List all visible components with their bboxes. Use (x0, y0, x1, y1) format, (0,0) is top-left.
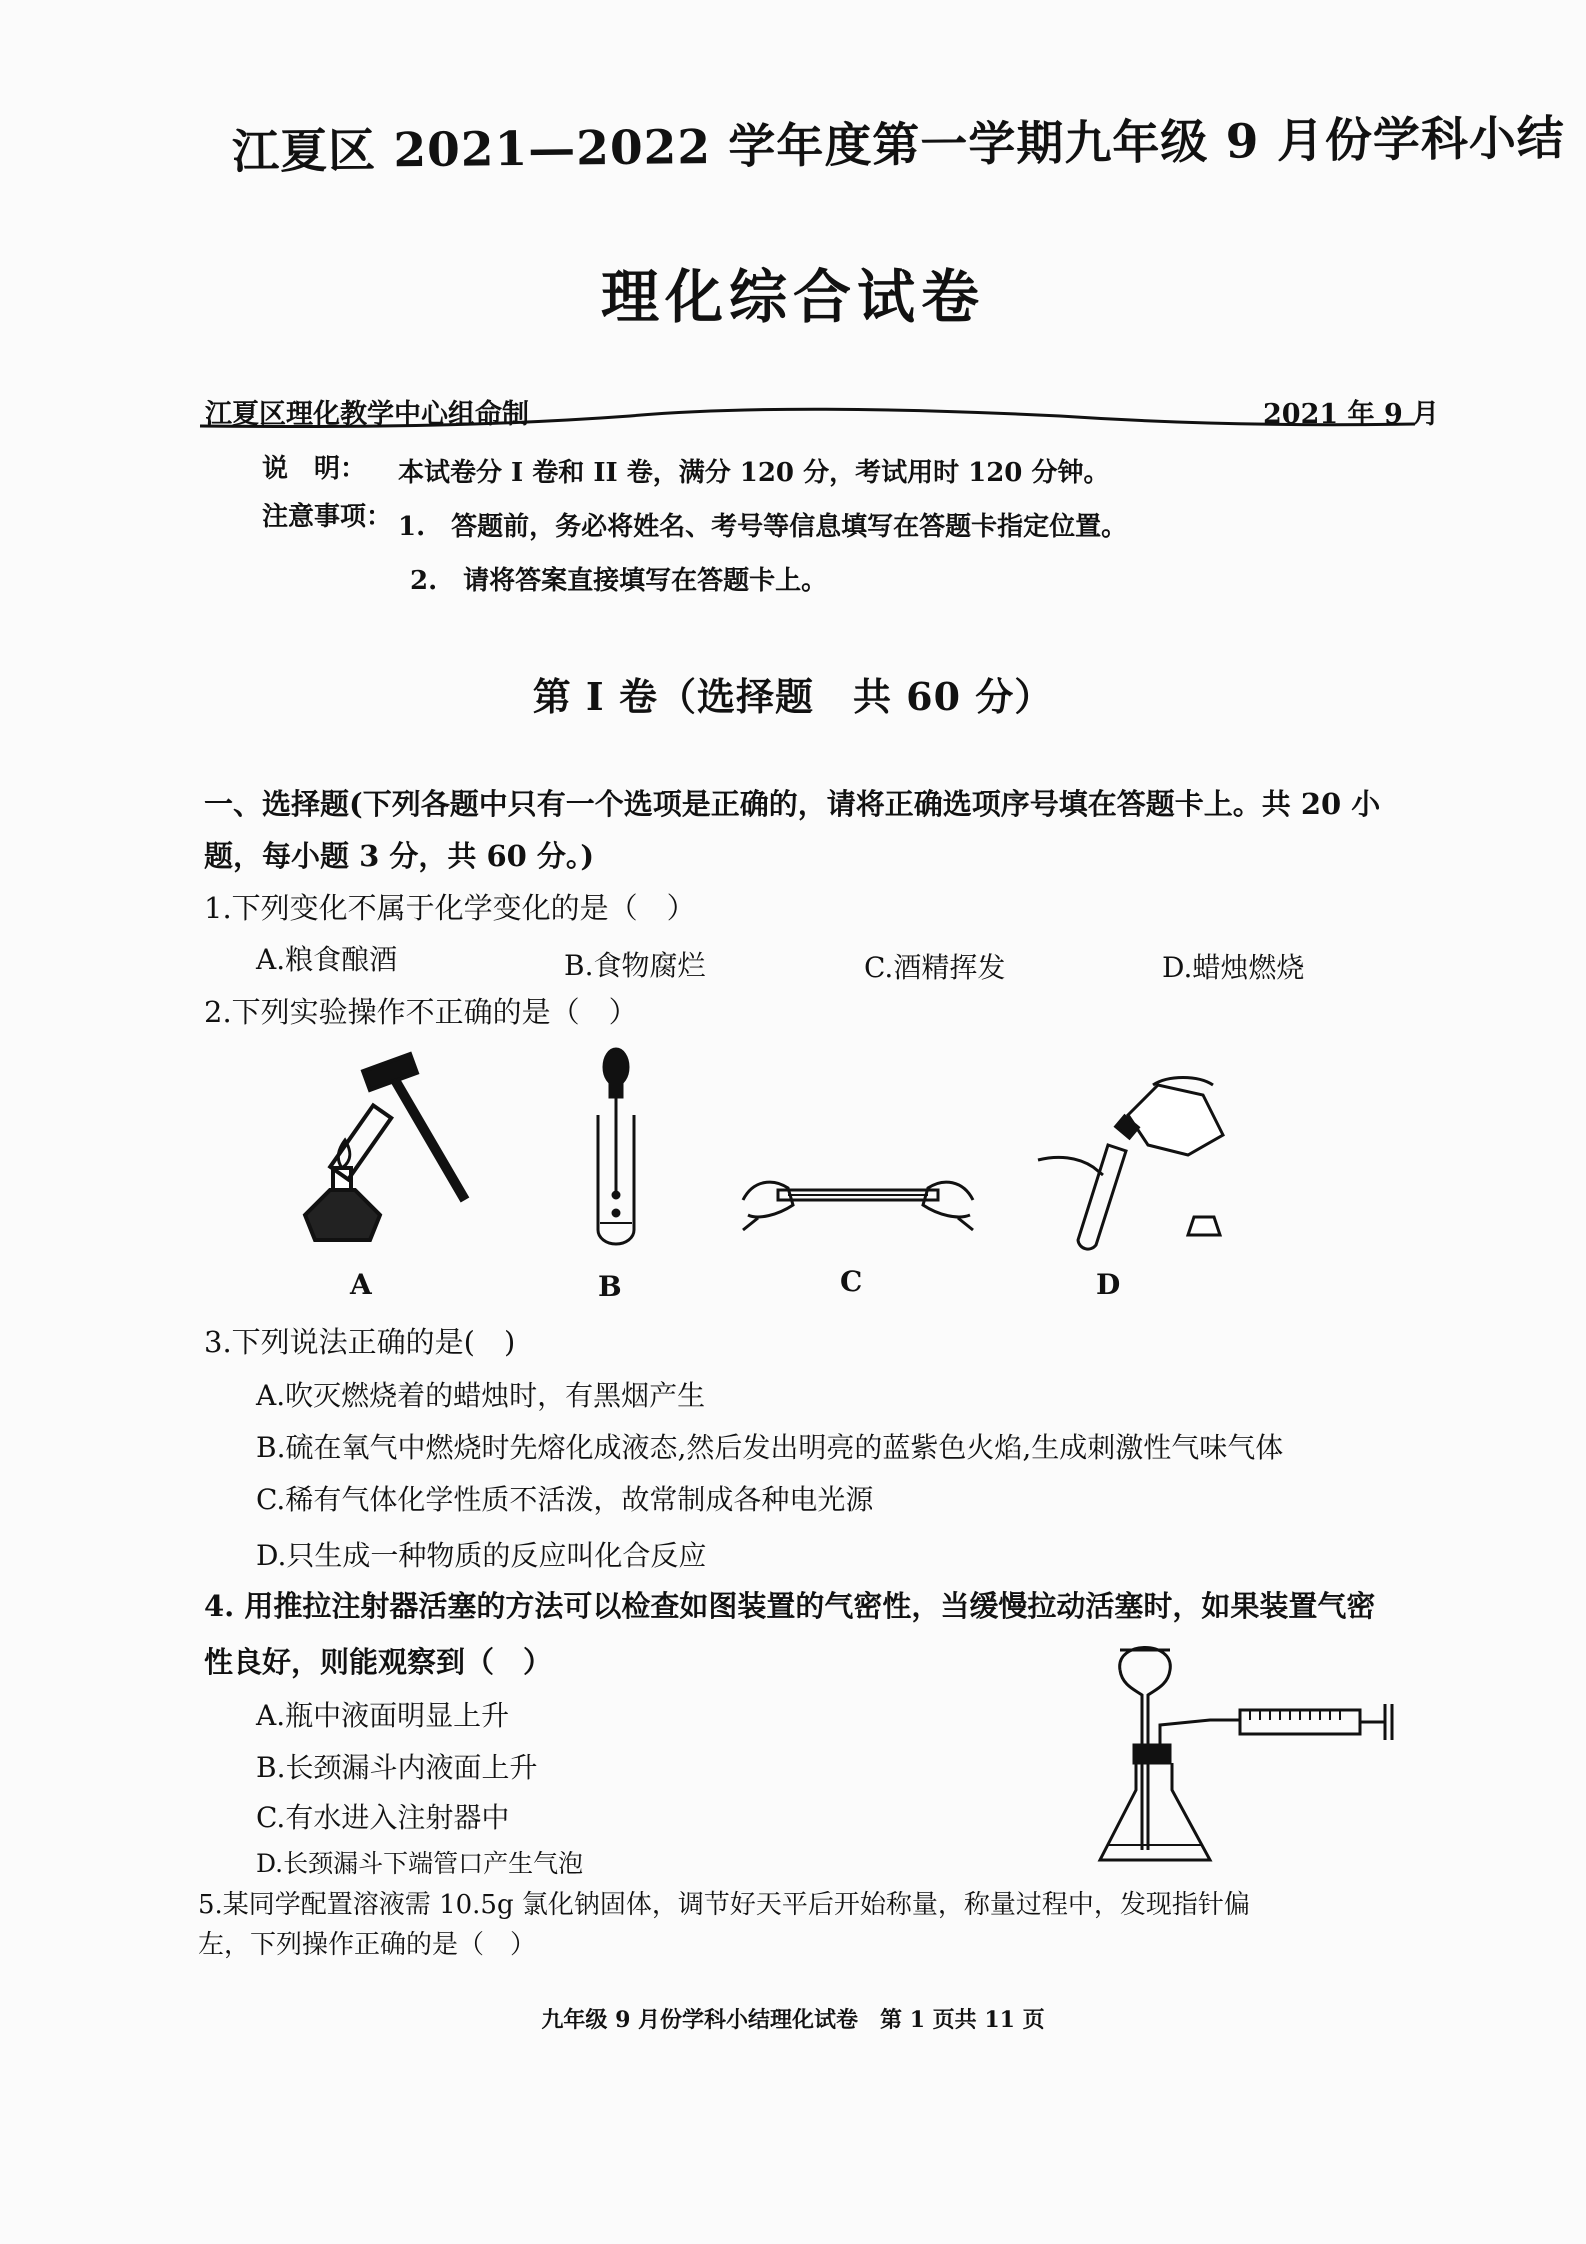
paper-title: 理化综合试卷 (600, 263, 985, 331)
page-footer: 九年级 9 月份学科小结理化试卷 第 1 页共 11 页 (541, 2007, 1045, 2033)
section-instruction-line2: 题，每小题 3 分，共 60 分。) (204, 839, 595, 873)
q1-stem: 1.下列变化不属于化学变化的是（ ） (204, 891, 696, 925)
q2-label-c: C (840, 1265, 863, 1298)
q3-option-d: D.只生成一种物质的反应叫化合反应 (256, 1539, 707, 1572)
explain-label: 说 明： (262, 454, 367, 484)
q3-option-c: C.稀有气体化学性质不活泼，故常制成各种电光源 (256, 1483, 874, 1516)
explain-text: 本试卷分 I 卷和 II 卷，满分 120 分，考试用时 120 分钟。 (398, 458, 1110, 488)
q2-figure-c (738, 1160, 978, 1240)
section-title: 第 I 卷（选择题 共 60 分） (532, 674, 1054, 719)
q1-option-b: B.食物腐烂 (564, 949, 706, 982)
q2-stem: 2.下列实验操作不正确的是（ ） (204, 995, 638, 1029)
q2-label-b: B (598, 1270, 622, 1303)
org-line: 江夏区理化教学中心组命制 (205, 399, 529, 430)
attention-item-2: 2. 请将答案直接填写在答题卡上。 (410, 566, 828, 596)
q4-apparatus-figure (1100, 1640, 1400, 1880)
q2-figure-a (295, 1050, 495, 1250)
q2-figure-b (586, 1045, 646, 1245)
q2-figure-d (1038, 1075, 1238, 1255)
q4-option-b: B.长颈漏斗内液面上升 (256, 1751, 538, 1784)
q1-option-a: A.粮食酿酒 (256, 943, 398, 976)
q2-label-d: D (1096, 1268, 1121, 1301)
attention-item-1: 1. 答题前，务必将姓名、考号等信息填写在答题卡指定位置。 (398, 512, 1128, 542)
q1-option-c: C.酒精挥发 (864, 951, 1006, 984)
q5-stem-line2: 左，下列操作正确的是（ ） (198, 1930, 537, 1960)
attention-label: 注意事项： (262, 502, 393, 532)
q3-option-b: B.硫在氧气中燃烧时先熔化成液态,然后发出明亮的蓝紫色火焰,生成刺激性气味气体 (256, 1431, 1284, 1464)
q3-option-a: A.吹灭燃烧着的蜡烛时，有黑烟产生 (256, 1379, 706, 1412)
q1-option-d: D.蜡烛燃烧 (1162, 951, 1305, 984)
exam-title: 江夏区 2021—2022 学年度第一学期九年级 9 月份学科小结 (231, 111, 1566, 180)
q3-stem: 3.下列说法正确的是( ) (204, 1325, 516, 1359)
q5-stem-line1: 5.某同学配置溶液需 10.5g 氯化钠固体，调节好天平后开始称量，称量过程中，发现指针偏 (198, 1890, 1250, 1920)
header-rule (200, 398, 1415, 438)
date-line: 2021 年 9 月 (1263, 399, 1440, 430)
q4-option-a: A.瓶中液面明显上升 (256, 1699, 510, 1732)
section-instruction-line1: 一、选择题(下列各题中只有一个选项是正确的，请将正确选项序号填在答题卡上。共 20 小 (204, 787, 1381, 821)
q4-option-c: C.有水进入注射器中 (256, 1801, 510, 1834)
q4-option-d: D.长颈漏斗下端管口产生气泡 (256, 1849, 584, 1878)
q2-label-a: A (350, 1268, 372, 1301)
q4-stem-line2: 性良好，则能观察到（ ） (204, 1645, 553, 1679)
q4-stem-line1: 4. 用推拉注射器活塞的方法可以检查如图装置的气密性，当缓慢拉动活塞时，如果装置气密 (204, 1589, 1376, 1623)
